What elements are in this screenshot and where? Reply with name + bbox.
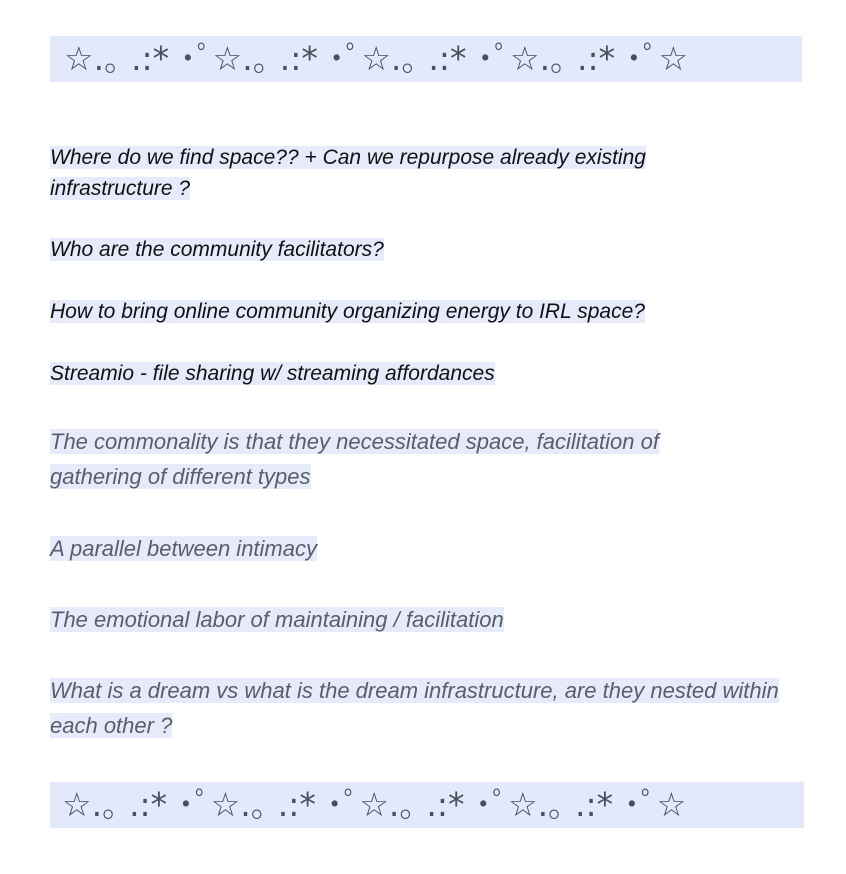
question-text: Where do we find space?? + Can we repurpose already existing infrastructure ? bbox=[50, 146, 646, 200]
sparkle-divider-bottom bbox=[50, 782, 804, 828]
sparkle-divider-text: ☆.｡ .:* ･ﾟ☆.｡ .:* ･ﾟ☆.｡ .:* ･ﾟ☆.｡ .:* ･ﾟ☆ bbox=[64, 39, 689, 78]
question-text: Who are the community facilitators? bbox=[50, 238, 384, 261]
note-paragraph bbox=[50, 673, 810, 743]
question-paragraph bbox=[50, 142, 750, 204]
question-paragraph bbox=[50, 234, 750, 265]
note-text: What is a dream vs what is the dream infrastructure, are they nested within each other ? bbox=[50, 678, 779, 738]
note-text: The commonality is that they necessitated space, facilitation of gathering of different types bbox=[50, 429, 659, 489]
note-paragraph bbox=[50, 602, 810, 637]
note-text: The emotional labor of maintaining / facilitation bbox=[50, 607, 504, 632]
sparkle-divider-text: ☆.｡ .:* ･ﾟ☆.｡ .:* ･ﾟ☆.｡ .:* ･ﾟ☆.｡ .:* ･ﾟ☆ bbox=[62, 785, 687, 824]
note-paragraph bbox=[50, 424, 750, 494]
question-text: How to bring online community organizing energy to IRL space? bbox=[50, 300, 645, 323]
question-text: Streamio - file sharing w/ streaming affordances bbox=[50, 362, 495, 385]
note-paragraph bbox=[50, 531, 810, 566]
sparkle-divider-top bbox=[50, 36, 802, 82]
note-text: A parallel between intimacy bbox=[50, 536, 317, 561]
question-paragraph bbox=[50, 358, 750, 389]
question-paragraph bbox=[50, 296, 750, 327]
